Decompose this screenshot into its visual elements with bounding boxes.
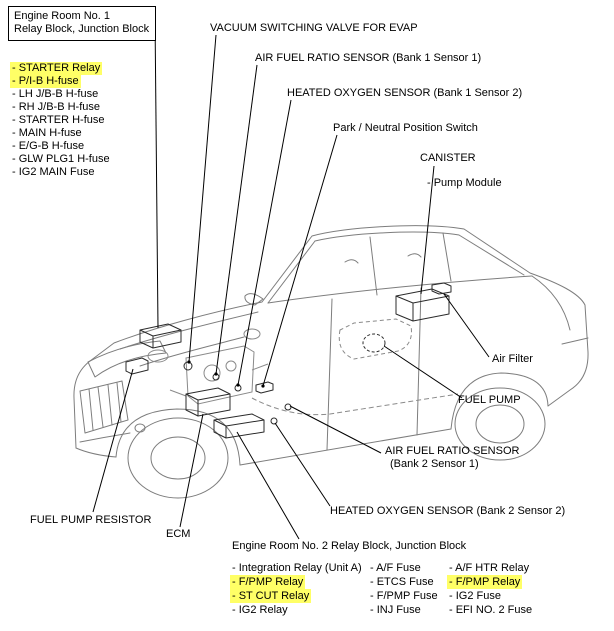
callout-air-fuel-ratio-sensor-bank1: AIR FUEL RATIO SENSOR (Bank 1 Sensor 1) bbox=[255, 52, 482, 64]
engine-room-1-box-line2: Relay Block, Junction Block bbox=[14, 23, 150, 35]
callout-ecm: ECM bbox=[166, 528, 191, 540]
relay-block-2-title: Engine Room No. 2 Relay Block, Junction Block bbox=[232, 540, 467, 552]
relay-block-2-col3 bbox=[447, 561, 534, 617]
list-item: - ETCS Fuse bbox=[370, 576, 434, 588]
wheel-rear-rim bbox=[476, 405, 524, 443]
list-item: - F/PMP Relay bbox=[232, 576, 304, 588]
list-item: - P/I-B H-fuse bbox=[12, 75, 79, 87]
callout-fuel-pump-resistor: FUEL PUMP RESISTOR bbox=[30, 514, 152, 526]
list-item: - RH J/B-B H-fuse bbox=[12, 101, 101, 113]
list-item: - STARTER Relay bbox=[12, 62, 101, 74]
callout-canister: CANISTER bbox=[420, 152, 476, 164]
callout-heated-oxygen-sensor-bank2: HEATED OXYGEN SENSOR (Bank 2 Sensor 2) bbox=[330, 505, 566, 517]
engine-room-1-box-line1: Engine Room No. 1 bbox=[14, 10, 110, 22]
air-filter-shape bbox=[432, 283, 451, 294]
list-item: - IG2 MAIN Fuse bbox=[12, 166, 95, 178]
relay-block-2-col2 bbox=[368, 561, 440, 617]
callout-heated-oxygen-sensor-bank1: HEATED OXYGEN SENSOR (Bank 1 Sensor 2) bbox=[287, 87, 523, 99]
callout-air-fuel-ratio-sensor-bank2-line1: AIR FUEL RATIO SENSOR bbox=[385, 445, 520, 457]
list-item: - A/F Fuse bbox=[370, 562, 421, 574]
list-item: - EFI NO. 2 Fuse bbox=[449, 604, 533, 616]
callout-pump-module: - Pump Module bbox=[427, 177, 502, 189]
callout-air-fuel-ratio-sensor-bank2-line2: (Bank 2 Sensor 1) bbox=[390, 458, 479, 470]
list-item: - A/F HTR Relay bbox=[449, 562, 530, 574]
engine-room-1-box bbox=[8, 6, 156, 41]
list-item: - F/PMP Relay bbox=[449, 576, 521, 588]
relay-block-1-list bbox=[10, 62, 112, 179]
list-item: - INJ Fuse bbox=[370, 604, 421, 616]
fuel-pump-shape bbox=[363, 334, 385, 352]
car-body-outline bbox=[74, 226, 588, 465]
list-item: - STARTER H-fuse bbox=[12, 114, 105, 126]
list-item: - IG2 Fuse bbox=[449, 590, 501, 602]
park-neutral-switch-shape bbox=[256, 382, 273, 393]
list-item: - E/G-B H-fuse bbox=[12, 140, 85, 152]
ho2-sensor-bank2-shape bbox=[271, 418, 277, 424]
wheel-front bbox=[128, 418, 228, 498]
list-item: - ST CUT Relay bbox=[232, 590, 310, 602]
list-item: - GLW PLG1 H-fuse bbox=[12, 153, 110, 165]
callout-park-neutral-switch: Park / Neutral Position Switch bbox=[333, 122, 478, 134]
list-item: - Integration Relay (Unit A) bbox=[232, 562, 362, 574]
callout-air-fuel-ratio-sensor-bank2 bbox=[385, 445, 519, 471]
engine-room-2-relay-block-shape bbox=[214, 414, 264, 438]
afr-sensor-bank2-shape bbox=[285, 404, 291, 410]
callout-air-filter: Air Filter bbox=[492, 353, 533, 365]
relay-block-2-col1 bbox=[230, 561, 364, 617]
callout-fuel-pump: FUEL PUMP bbox=[458, 394, 521, 406]
callout-vacuum-switching-valve: VACUUM SWITCHING VALVE FOR EVAP bbox=[210, 22, 418, 34]
engine-bay-detail bbox=[148, 319, 458, 415]
list-item: - MAIN H-fuse bbox=[12, 127, 82, 139]
list-item: - IG2 Relay bbox=[232, 604, 288, 616]
list-item: - LH J/B-B H-fuse bbox=[12, 88, 99, 100]
components bbox=[126, 283, 451, 438]
list-item: - F/PMP Fuse bbox=[370, 590, 438, 602]
